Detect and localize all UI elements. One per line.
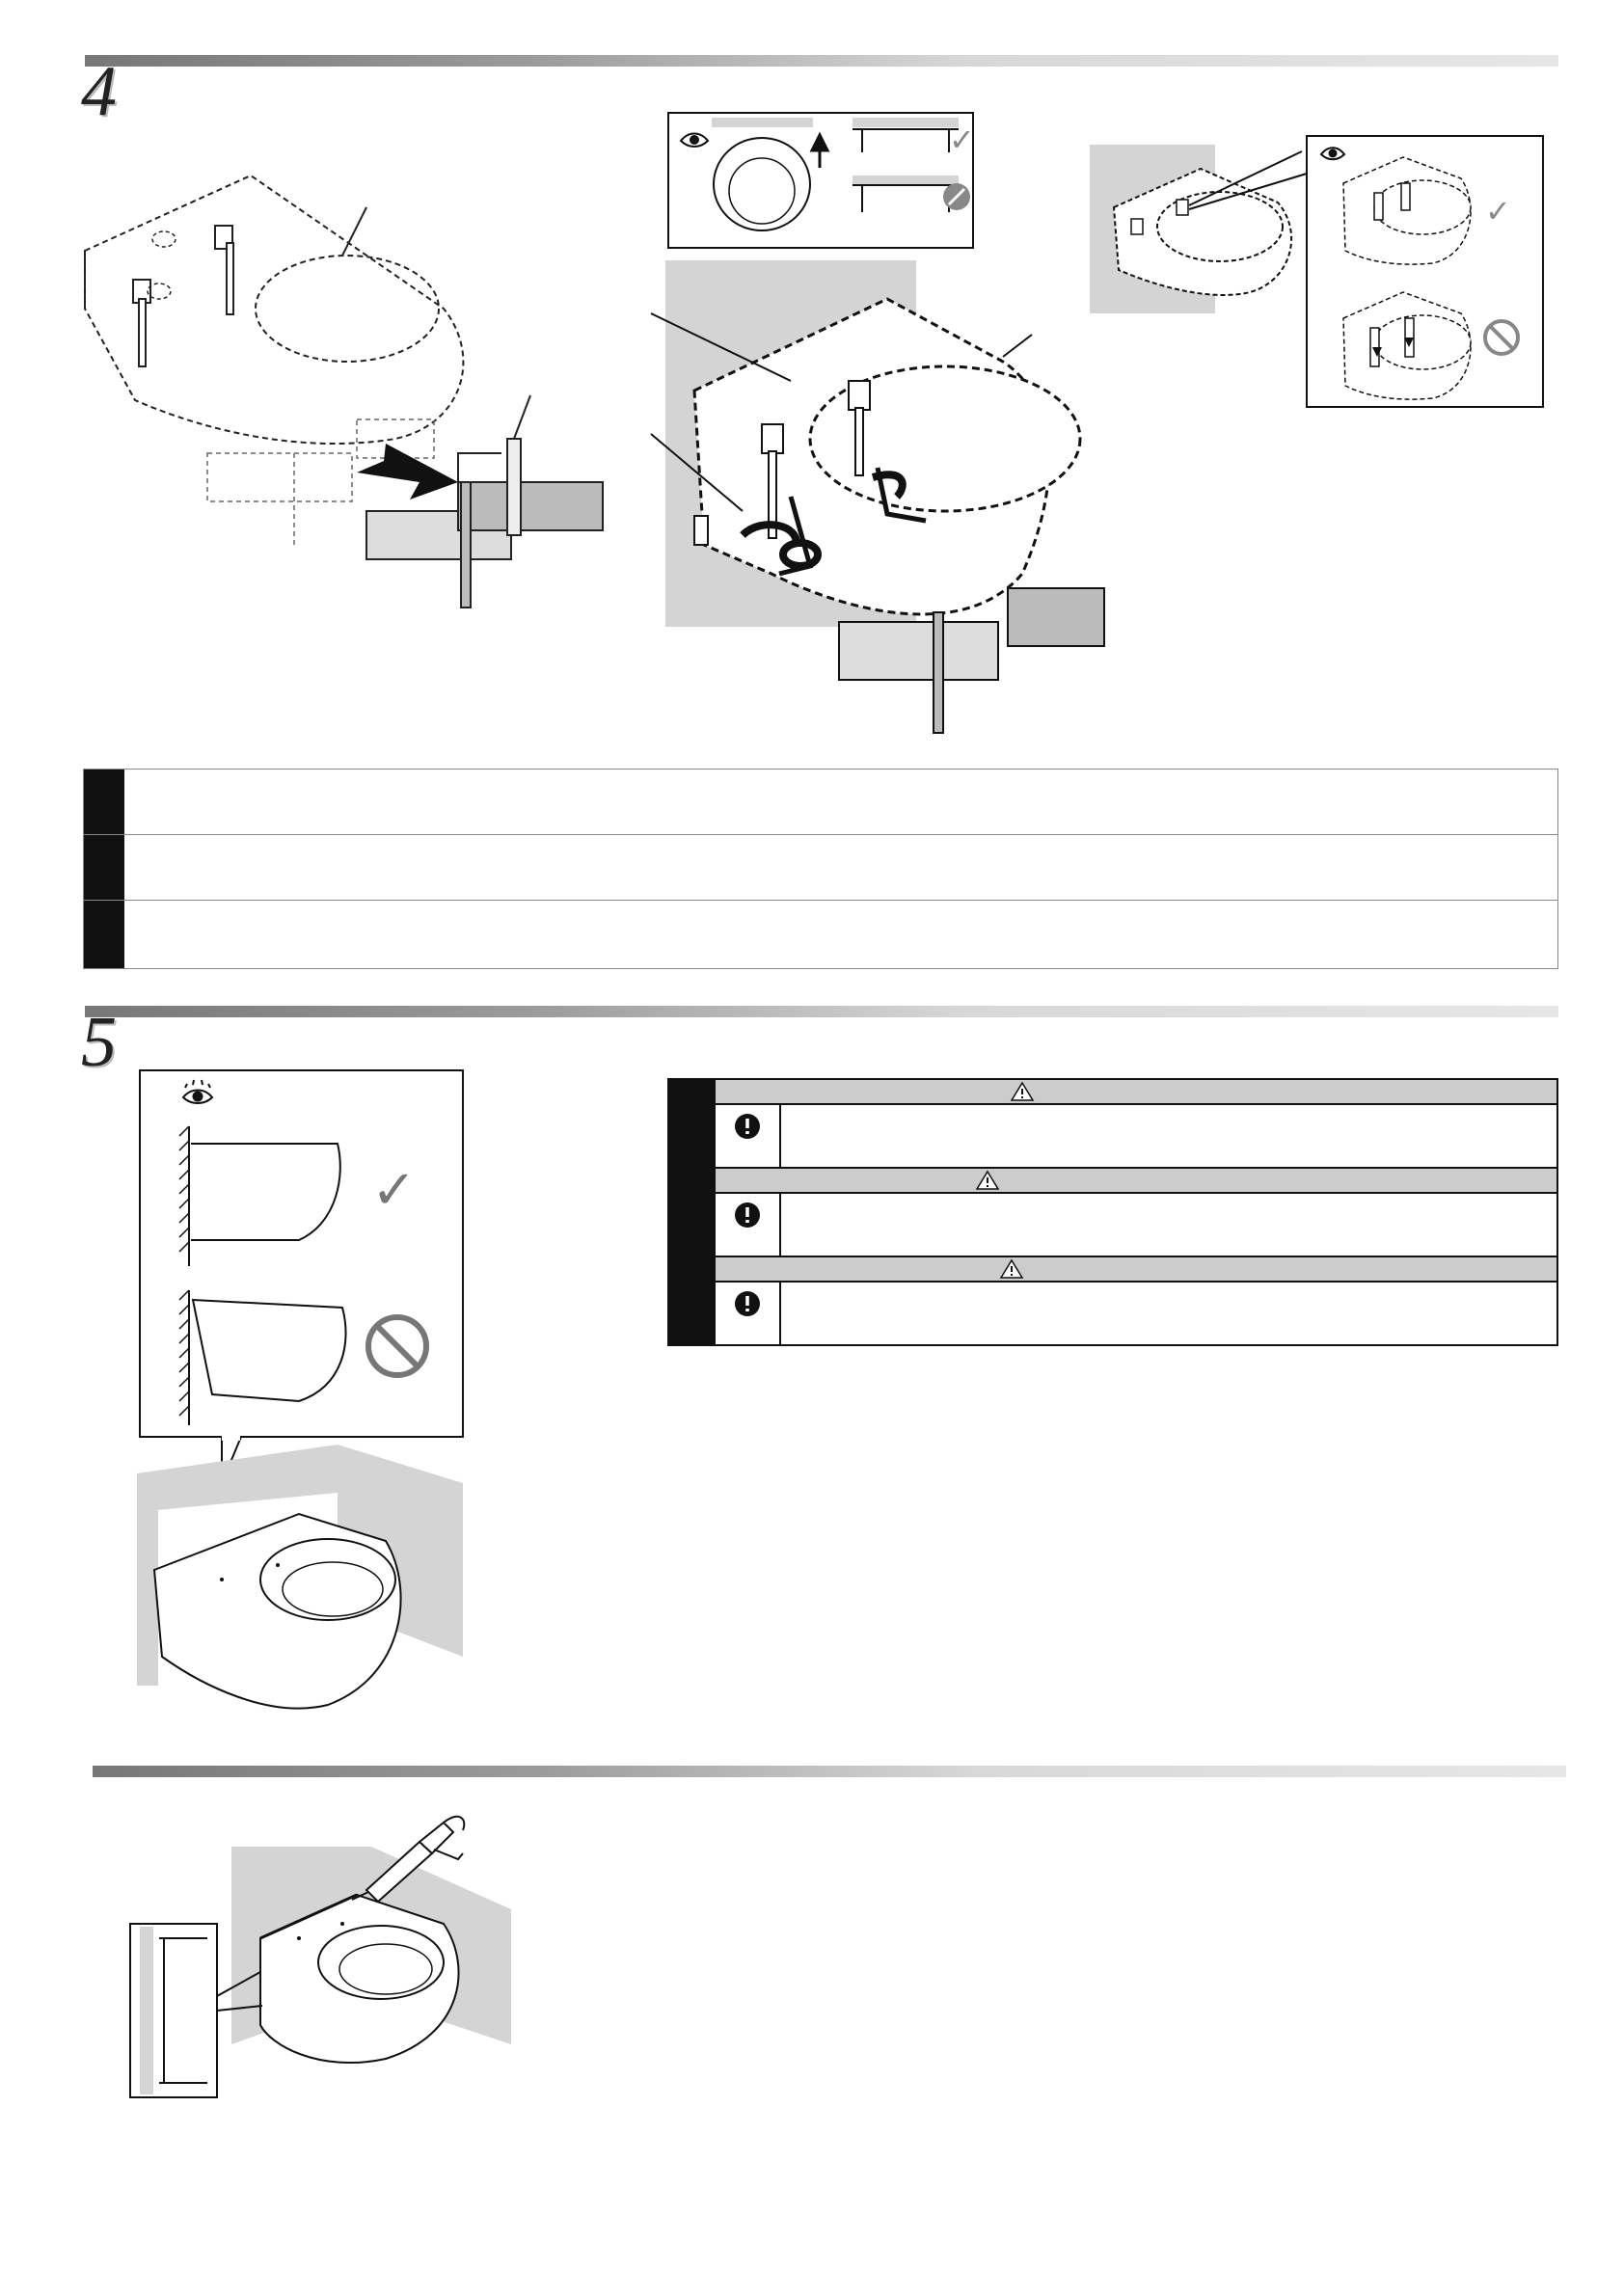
figure-4c-bolt-check (1085, 130, 1548, 419)
caution-box-header (716, 1257, 1556, 1283)
instruction-row-1 (84, 770, 1557, 835)
row-marker (84, 835, 124, 900)
section-4-header-bar (85, 55, 1558, 67)
instruction-row-2 (84, 835, 1557, 901)
caution-box-icon-column (716, 1283, 781, 1344)
caution-box-icon-column (716, 1194, 781, 1256)
check-mark-icon: ✓ (1485, 193, 1511, 230)
eye-icon (681, 134, 708, 148)
section-5-header-bar (85, 1006, 1558, 1017)
caution-box-side-marker (669, 1169, 716, 1256)
step-number-5: 5 (81, 1003, 117, 1082)
figure-4b-level-inset (667, 112, 974, 249)
caution-box-2 (667, 1167, 1558, 1257)
caution-box-side-marker (669, 1080, 716, 1167)
caution-box-icon-column (716, 1105, 781, 1167)
exclamation-circle-icon (734, 1290, 761, 1317)
caution-box-3 (667, 1256, 1558, 1346)
figure-4a-bowl-onto-bolts (77, 164, 617, 627)
caution-box-side-marker (669, 1257, 716, 1344)
warning-triangle-icon (1000, 1259, 1023, 1279)
section-6-header-bar (93, 1766, 1566, 1777)
check-mark-icon: ✓ (949, 122, 975, 158)
figure-5-installed-check (135, 1068, 482, 1724)
caution-box-header (716, 1080, 1556, 1105)
section-4-instruction-table (83, 769, 1558, 969)
step-number-4: 4 (81, 52, 117, 131)
instruction-row-3 (84, 901, 1557, 968)
caution-box-1 (667, 1078, 1558, 1169)
check-mark-icon: ✓ (371, 1159, 417, 1222)
exclamation-circle-icon (734, 1113, 761, 1140)
warning-triangle-icon (1011, 1082, 1034, 1101)
figure-4b-tighten-nuts (656, 256, 1119, 738)
figure-6-silicone-sealing (125, 1803, 530, 2102)
row-marker (84, 770, 124, 834)
warning-triangle-icon (976, 1171, 999, 1190)
caution-box-header (716, 1169, 1556, 1194)
exclamation-circle-icon (734, 1202, 761, 1229)
row-marker (84, 901, 124, 968)
